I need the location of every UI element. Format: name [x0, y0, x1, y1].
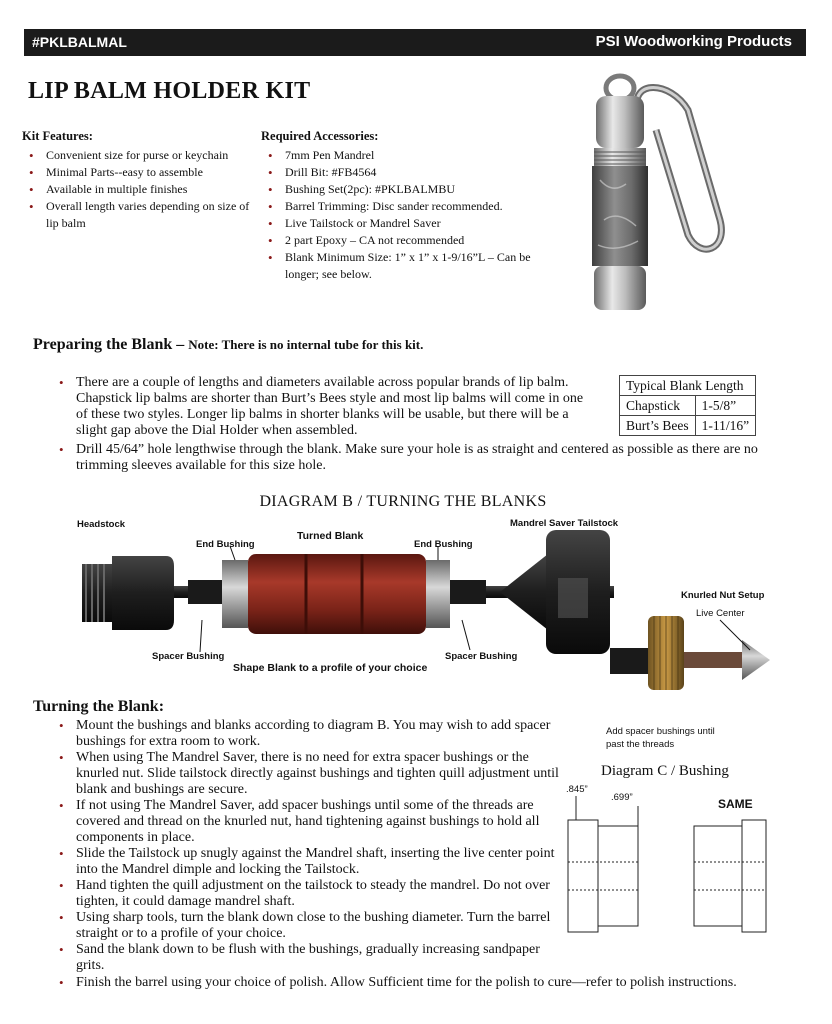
table-row [620, 416, 756, 436]
turning-list-last [52, 975, 812, 991]
label-spacer-left: Spacer Bushing [152, 651, 225, 662]
list-item: • Convenient size for purse or keychain [22, 147, 262, 164]
list-item: • Drill 45/64” hole lengthwise through the blank. Make sure your hole is as straight and centered as possible as there are no trimming sleeves available for this size hole. [52, 442, 782, 474]
preparing-list-2 [52, 442, 782, 474]
turning-title: Turning the Blank: [33, 698, 165, 715]
accessories-heading: Required Accessories: [261, 129, 379, 143]
table-row [620, 396, 756, 416]
diagram-c-title: Diagram C / Bushing [601, 763, 729, 779]
list-item: • Bushing Set(2pc): #PKLBALMBU [261, 181, 531, 198]
dim-699: .699” [611, 792, 633, 803]
list-item: • Drill Bit: #FB4564 [261, 164, 531, 181]
list-item: • Live Tailstock or Mandrel Saver [261, 215, 531, 232]
preparing-title [33, 336, 423, 354]
table-cell: Chapstick [620, 396, 696, 416]
product-image [570, 70, 730, 330]
list-item: • Blank Minimum Size: 1” x 1” x 1-9/16”L – Can be longer; see below. [261, 249, 531, 283]
diagram-b-title: DIAGRAM B / TURNING THE BLANKS [259, 493, 547, 510]
table-cell: Burt’s Bees [620, 416, 696, 436]
label-spacer-right: Spacer Bushing [445, 651, 518, 662]
dim-845: .845” [566, 784, 588, 795]
product-code: #PKLBALMAL [32, 34, 127, 50]
list-item: • Finish the barrel using your choice of polish. Allow Sufficient time for the polish to cure—refer to polish instructions. [52, 975, 812, 991]
list-item: • Minimal Parts--easy to assemble [22, 164, 262, 181]
list-item: • When using The Mandrel Saver, there is no need for extra spacer bushings or the knurled nut. Slide tailstock directly against bushings and tighten quill adjustment until blank and bushings are secure. [52, 750, 562, 798]
table-cell: 1-5/8” [695, 396, 756, 416]
required-accessories [261, 129, 531, 283]
table-cell: 1-11/16” [695, 416, 756, 436]
label-live-center: Live Center [696, 608, 745, 619]
label-end-bushing-right: End Bushing [414, 539, 473, 550]
list-item: • If not using The Mandrel Saver, add spacer bushings until some of the threads are covered and thread on the knurled nut, hand tightening against bushings to hold all components in place. [52, 798, 562, 846]
turning-list [52, 718, 562, 974]
label-add-spacer: Add spacer bushings until past the threads [606, 726, 715, 750]
list-item: • Sand the blank down to be flush with the bushings, gradually increasing sandpaper grits. [52, 942, 562, 974]
preparing-heading: Preparing the Blank – [33, 336, 185, 353]
list-item: • 7mm Pen Mandrel [261, 147, 531, 164]
list-item: • 2 part Epoxy – CA not recommended [261, 232, 531, 249]
blank-length-table [619, 375, 756, 436]
label-tailstock: Mandrel Saver Tailstock [510, 518, 619, 529]
brand-name: PSI Woodworking Products [595, 33, 792, 50]
diagram-c-illustration [560, 790, 790, 940]
list-item: • Slide the Tailstock up snugly against the Mandrel shaft, inserting the live center point into the Mandrel dimple and locking the Tailstock. [52, 846, 562, 878]
list-item: • Hand tighten the quill adjustment on the tailstock to steady the mandrel. Do not over tighten, it could damage mandrel shaft. [52, 878, 562, 910]
label-end-bushing-left: End Bushing [196, 539, 255, 550]
label-shape: Shape Blank to a profile of your choice [233, 662, 428, 674]
label-headstock: Headstock [77, 519, 126, 530]
label-knurled-nut: Knurled Nut Setup [681, 590, 765, 601]
header-bar [24, 29, 806, 56]
kit-features [22, 129, 262, 232]
label-turned-blank: Turned Blank [297, 530, 364, 542]
page-title: LIP BALM HOLDER KIT [28, 78, 311, 104]
kit-features-heading: Kit Features: [22, 129, 93, 143]
list-item: • Overall length varies depending on size of lip balm [22, 198, 262, 232]
preparing-note: Note: There is no internal tube for this kit. [188, 337, 424, 352]
same-label: SAME [718, 797, 753, 811]
list-item: • Using sharp tools, turn the blank down close to the bushing diameter. Turn the barrel straight or to a profile of your choice. [52, 910, 562, 942]
list-item: • Barrel Trimming: Disc sander recommended. [261, 198, 531, 215]
preparing-list [52, 375, 597, 439]
list-item: • Available in multiple finishes [22, 181, 262, 198]
list-item: • There are a couple of lengths and diameters available across popular brands of lip balm. Chapstick lip balms are shorter than Burt’s Bees style and most lip balms will come in one of these two styles. Longer lip balms in shorter blanks will be usable, but there will be a slight gap above the Dial Holder when assembled. [52, 375, 597, 439]
list-item: • Mount the bushings and blanks according to diagram B. You may wish to add spacer bushings for extra room to work. [52, 718, 562, 750]
table-header: Typical Blank Length [620, 376, 756, 396]
